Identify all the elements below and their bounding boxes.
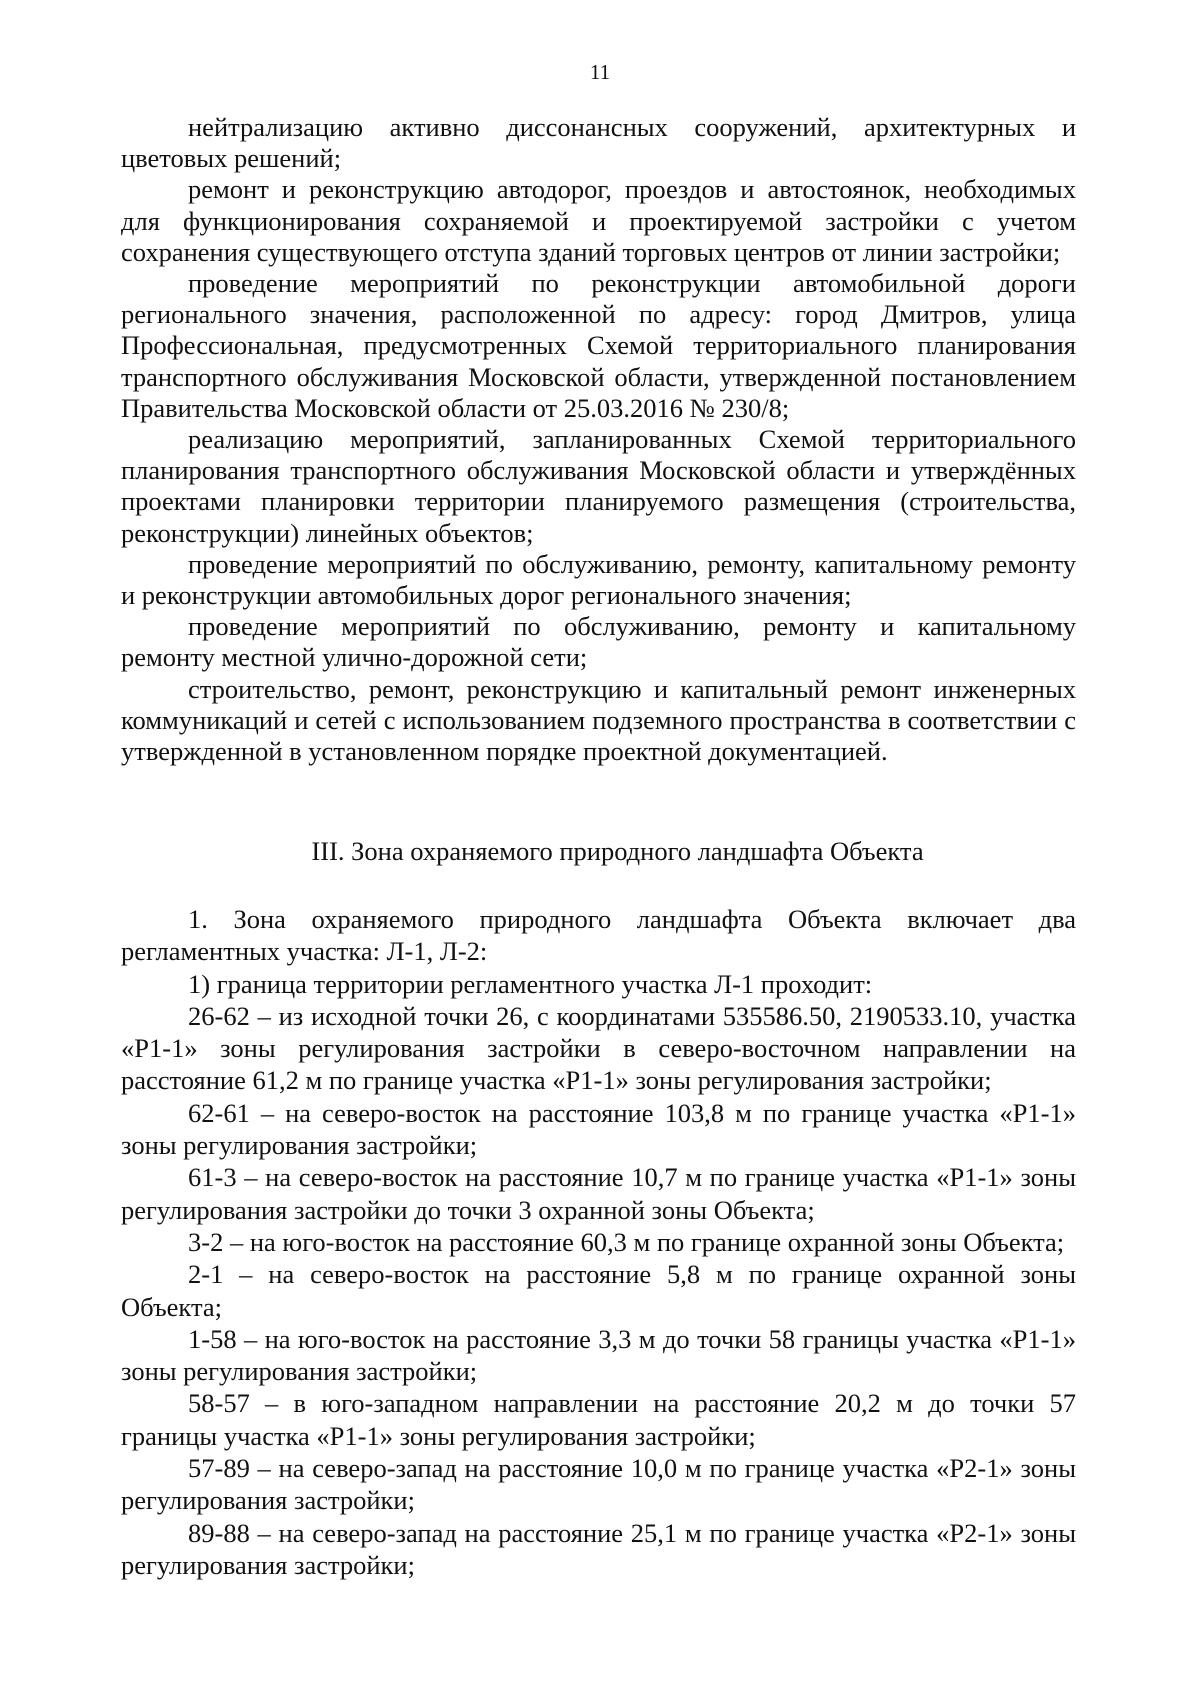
paragraph: проведение мероприятий по обслуживанию, ремонту и капитальному ремонту местной улично-дорожной сети; — [121, 611, 1076, 673]
paragraph: 89-88 – на северо-запад на расстояние 25,1 м по границе участка «Р2-1» зоны регулирования застройки; — [121, 1517, 1076, 1580]
section-1-body — [121, 112, 1076, 767]
paragraph: проведение мероприятий по обслуживанию, ремонту, капитальному ремонту и реконструкции автомобильных дорог регионального значения; — [121, 548, 1076, 611]
paragraph: 57-89 – на северо-запад на расстояние 10,0 м по границе участка «Р2-1» зоны регулирования застройки; — [121, 1453, 1076, 1516]
paragraph: 1. Зона охраняемого природного ландшафта Объекта включает два регламентных участка: Л-1, Л-2: — [121, 904, 1076, 967]
paragraph: 2-1 – на северо-восток на расстояние 5,8 м по границе охранной зоны Объекта; — [121, 1259, 1076, 1322]
paragraph: 61-3 – на северо-восток на расстояние 10,7 м по границе участка «Р1-1» зоны регулирования застройки до точки 3 охранной зоны Объекта; — [121, 1162, 1076, 1225]
paragraph: 62-61 – на северо-восток на расстояние 103,8 м по границе участка «Р1-1» зоны регулирования застройки; — [121, 1097, 1076, 1161]
paragraph: 1) граница территории регламентного участка Л-1 проходит: — [188, 968, 873, 999]
paragraph: проведение мероприятий по реконструкции автомобильной дороги регионального значения, расположенной по адресу: город Дмитров, улица Профессиональная, предусмотренных Схемой территориального планирования транспортного обслуживания Московской области, утвержденной постановлением Правительства Московской области от 25.03.2016 № 230/8; — [121, 268, 1076, 423]
section-3-body — [121, 903, 1076, 1581]
paragraph: реализацию мероприятий, запланированных Схемой территориального планирования транспортного обслуживания Московской области и утверждённых проектами планировки территории планируемого размещения (строительства, реконструкции) линейных объектов; — [121, 424, 1076, 548]
paragraph: 3-2 – на юго-восток на расстояние 60,3 м по границе охранной зоны Объекта; — [188, 1226, 1065, 1257]
paragraph: строительство, ремонт, реконструкцию и капитальный ремонт инженерных коммуникаций и сетей с использованием подземного пространства в соответствии с утвержденной в установленном порядке проектной документацией. — [121, 673, 1076, 767]
paragraph: 1-58 – на юго-восток на расстояние 3,3 м до точки 58 границы участка «Р1-1» зоны регулирования застройки; — [121, 1323, 1076, 1387]
paragraph: ремонт и реконструкцию автодорог, проездов и автостоянок, необходимых для функционирования сохраняемой и проектируемой застройки с учетом сохранения существующего отступа зданий торговых центров от линии застройки; — [121, 174, 1076, 267]
paragraph: 26-62 – из исходной точки 26, с координатами 535586.50, 2190533.10, участка «Р1-1» зоны регулирования застройки в северо-восточном направлении на расстояние 61,2 м по границе участка «Р1-1» зоны регулирования застройки; — [121, 1000, 1076, 1096]
paragraph: 58-57 – в юго-западном направлении на расстояние 20,2 м до точки 57 границы участка «Р1-1» зоны регулирования застройки; — [121, 1388, 1076, 1451]
section-3-heading: III. Зона охраняемого природного ландшафта Объекта — [311, 836, 924, 866]
paragraph: нейтрализацию активно диссонансных сооружений, архитектурных и цветовых решений; — [121, 112, 1076, 174]
page-number: 11 — [589, 60, 611, 84]
